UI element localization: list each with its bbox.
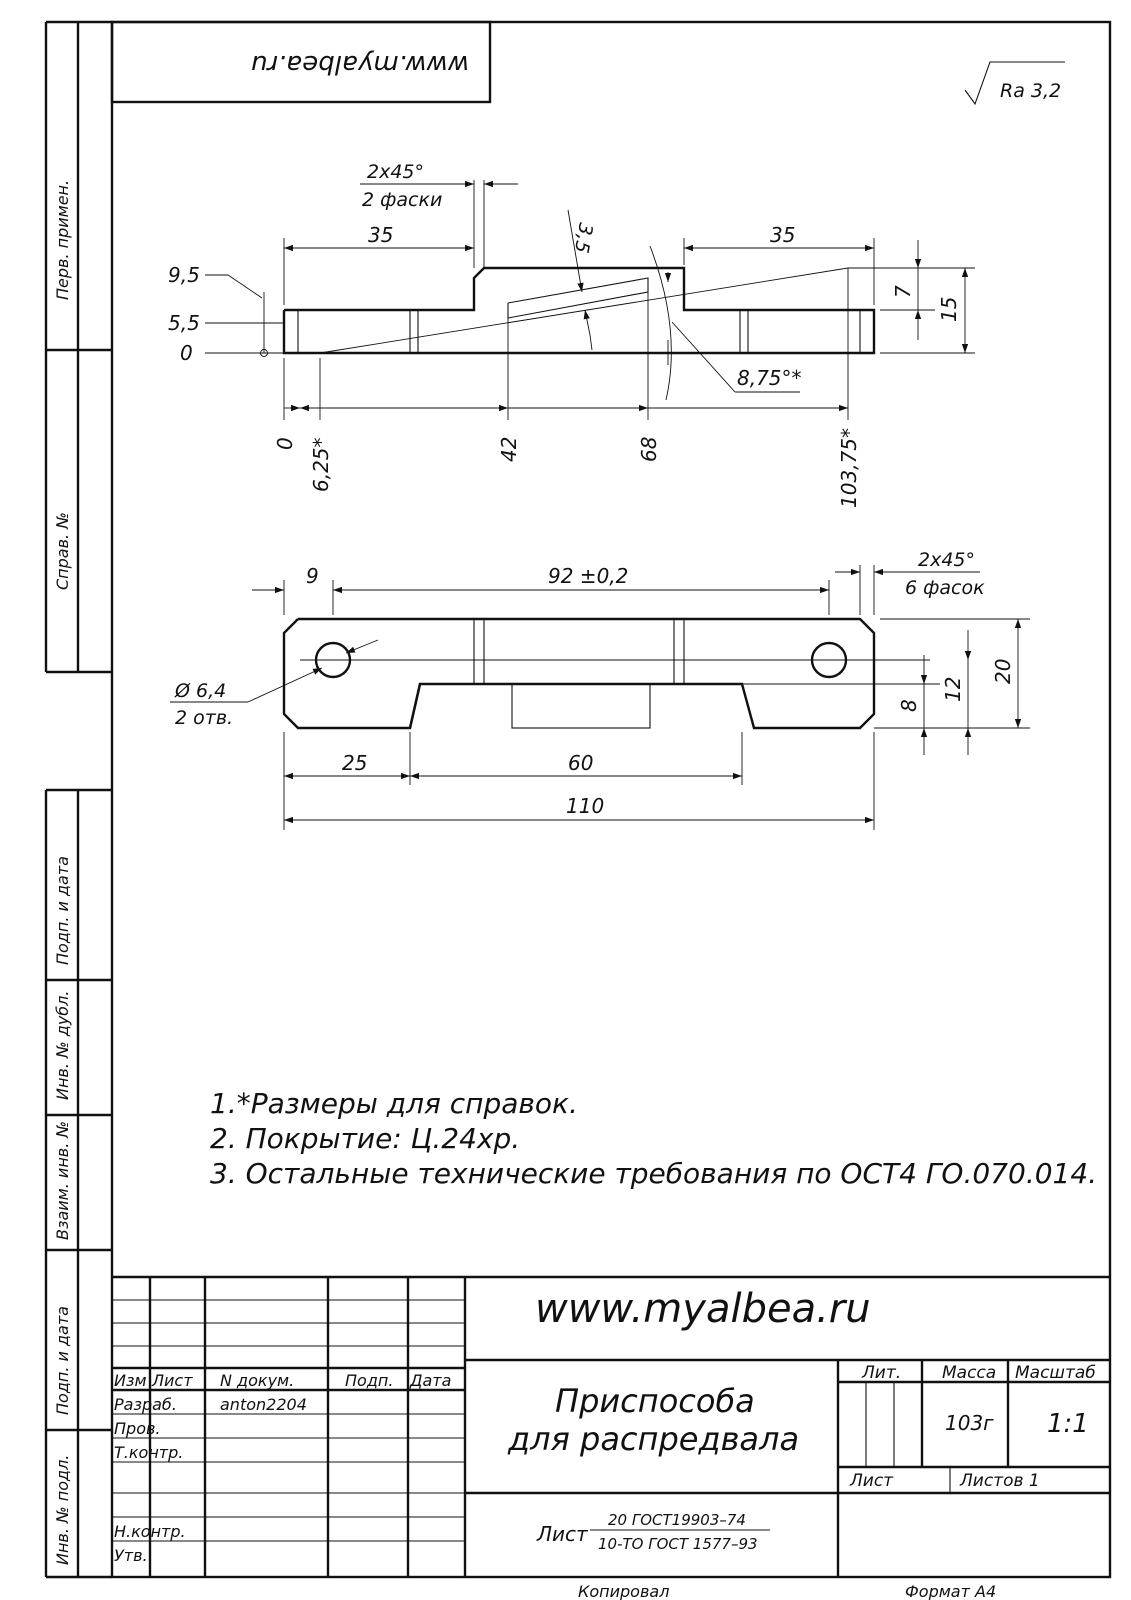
material-bottom: 10-ТО ГОСТ 1577–93 (598, 1535, 758, 1553)
material-prefix: Лист (537, 1522, 588, 1546)
side-level-5-5: 5,5 (168, 311, 200, 335)
top-chamfer-bottom: 6 фасок (905, 577, 985, 599)
col-masshtab: Масштаб (1015, 1363, 1096, 1383)
side-angle: 8,75°* (737, 366, 802, 390)
title-site: www.myalbea.ru (535, 1286, 871, 1332)
row-prov: Пров. (114, 1419, 161, 1438)
title-line-1: Приспособа (555, 1382, 755, 1420)
side-label-podp-data-1: Подп. и дата (53, 856, 72, 965)
top-dim-60: 60 (568, 751, 594, 775)
side-x-103-75: 103,75* (837, 428, 861, 508)
side-dim-15: 15 (937, 296, 961, 322)
side-x-6-25: 6,25* (309, 437, 333, 492)
side-label-inv-podl: Инв. № подл. (53, 1454, 72, 1565)
side-chamfer-bottom: 2 фаски (362, 189, 443, 211)
technical-notes (210, 1087, 1097, 1190)
top-hole-count: 2 отв. (175, 707, 234, 729)
side-view-dimensions (168, 161, 975, 508)
mass-value: 103г (945, 1411, 994, 1435)
note-3: 3. Остальные технические требования по ОСТ4 ГО.070.014. (210, 1157, 1098, 1190)
side-label-inv-dubl: Инв. № дубл. (53, 990, 72, 1100)
watermark-text: www.myalbea.ru (250, 49, 470, 79)
side-level-0: 0 (180, 341, 193, 365)
list-label: Лист (850, 1471, 894, 1491)
col-data: Дата (410, 1371, 452, 1390)
side-dim-35-right: 35 (770, 223, 796, 247)
side-x-0: 0 (273, 437, 297, 450)
roughness-value: Ra 3,2 (1000, 80, 1062, 102)
side-x-68: 68 (637, 436, 661, 462)
side-label-sprav: Справ. № (53, 512, 72, 590)
side-dim-7: 7 (891, 285, 915, 298)
top-dim-110: 110 (566, 794, 605, 818)
side-dim-3-5: 3,5 (569, 221, 597, 255)
row-utv: Утв. (114, 1546, 148, 1565)
side-label-vzaim-inv: Взаим. инв. № (53, 1120, 72, 1240)
side-label-podp-data-2: Подп. и дата (53, 1306, 72, 1415)
scale-value: 1:1 (1047, 1409, 1089, 1439)
footer-format: Формат А4 (905, 1582, 997, 1600)
watermark-box (112, 22, 490, 102)
material-top: 20 ГОСТ19903–74 (608, 1511, 746, 1529)
roughness-symbol (965, 62, 1065, 104)
side-dim-35-left: 35 (368, 223, 394, 247)
title-line-2: для распредвала (508, 1420, 800, 1458)
listov-label: Листов 1 (960, 1471, 1040, 1491)
top-view-dimensions (170, 549, 1030, 830)
row-tkontr: Т.контр. (114, 1443, 184, 1462)
col-lit: Лит. (862, 1363, 902, 1383)
col-massa: Масса (942, 1363, 997, 1383)
col-list: Лист (152, 1371, 193, 1390)
row-razrab: Разраб. (114, 1395, 177, 1414)
top-dim-12: 12 (941, 676, 965, 702)
note-2: 2. Покрытие: Ц.24хр. (210, 1122, 521, 1155)
footer-kopiroval: Копировал (578, 1582, 670, 1600)
note-1: 1.*Размеры для справок. (210, 1087, 578, 1120)
top-view-part (284, 619, 930, 728)
col-dokum: N докум. (220, 1371, 295, 1390)
top-dim-9: 9 (306, 564, 319, 588)
top-hole-dia: Ø 6,4 (175, 680, 227, 702)
top-dim-20: 20 (991, 658, 1015, 684)
side-chamfer-top: 2x45° (367, 161, 425, 183)
side-x-42: 42 (497, 436, 521, 462)
top-dim-25: 25 (342, 751, 368, 775)
col-podp: Подп. (345, 1371, 394, 1390)
side-label-perv-primen: Перв. примен. (53, 179, 72, 300)
col-izm: Изм (114, 1371, 147, 1390)
top-dim-8: 8 (897, 699, 921, 712)
row-nkontr: Н.контр. (114, 1522, 186, 1541)
top-dim-92: 92 ±0,2 (548, 564, 629, 588)
razrab-name: anton2204 (220, 1395, 307, 1414)
top-chamfer-top: 2x45° (918, 549, 976, 571)
side-level-9-5: 9,5 (168, 263, 200, 287)
